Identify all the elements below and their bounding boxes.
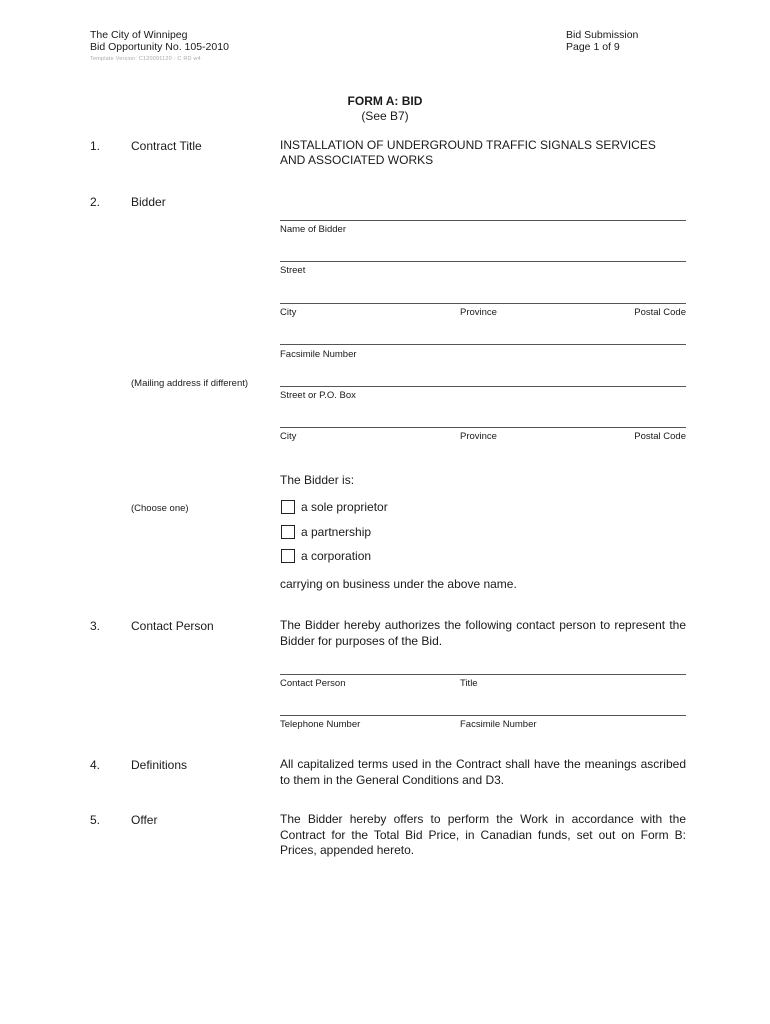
partnership-label: a partnership: [301, 525, 372, 539]
header-template-version: Template Version: C120091120 - C RD w4: [90, 56, 201, 62]
city-label: City: [280, 307, 297, 318]
carrying-on-text: carrying on business under the above name.: [280, 577, 517, 591]
section-4-number: 4.: [90, 758, 101, 772]
form-title: FORM A: BID: [347, 94, 423, 108]
sole-proprietor-checkbox[interactable]: [281, 500, 295, 514]
header-bid-opportunity: Bid Opportunity No. 105-2010: [90, 41, 229, 53]
contact-facsimile-label: Facsimile Number: [460, 719, 537, 730]
section-3-label: Contact Person: [131, 619, 214, 633]
title-label: Title: [460, 678, 478, 689]
form-subtitle: (See B7): [361, 109, 409, 123]
name-of-bidder-line[interactable]: [280, 220, 686, 221]
postal-code-label-2: Postal Code: [634, 431, 686, 442]
definitions-text: All capitalized terms used in the Contract shall have the meanings ascribed to them in the General Conditions and D3.: [280, 757, 686, 787]
section-1-number: 1.: [90, 139, 101, 153]
offer-text: The Bidder hereby offers to perform the Work in accordance with the Contract for the Total Bid Price, in Canadian funds, set out on Form B: Prices, appended hereto.: [280, 812, 686, 857]
street-po-label: Street or P.O. Box: [280, 390, 356, 401]
section-1-label: Contract Title: [131, 139, 202, 153]
contract-title-line2: AND ASSOCIATED WORKS: [280, 153, 434, 167]
postal-code-label: Postal Code: [634, 307, 686, 318]
corporation-label: a corporation: [301, 549, 372, 563]
bidder-is-text: The Bidder is:: [280, 473, 355, 487]
section-5-label: Offer: [131, 813, 158, 827]
mailing-address-label: (Mailing address if different): [131, 378, 249, 389]
telephone-label: Telephone Number: [280, 719, 361, 730]
facsimile-line[interactable]: [280, 344, 686, 345]
header-page-number: Page 1 of 9: [566, 41, 620, 53]
province-label-2: Province: [460, 431, 497, 442]
facsimile-label: Facsimile Number: [280, 349, 357, 360]
contact-person-label: Contact Person: [280, 678, 346, 689]
corporation-checkbox[interactable]: [281, 549, 295, 563]
street-po-line[interactable]: [280, 386, 686, 387]
partnership-checkbox[interactable]: [281, 525, 295, 539]
choose-one-label: (Choose one): [131, 503, 189, 514]
contract-title-line1: INSTALLATION OF UNDERGROUND TRAFFIC SIGNALS SERVICES: [280, 138, 656, 152]
name-of-bidder-label: Name of Bidder: [280, 224, 347, 235]
contact-person-text: The Bidder hereby authorizes the following contact person to represent the Bidder for purposes of the Bid.: [280, 618, 686, 648]
section-2-label: Bidder: [131, 195, 166, 209]
section-2-number: 2.: [90, 195, 101, 209]
sole-proprietor-label: a sole proprietor: [301, 500, 388, 514]
city-province-postal-line-2[interactable]: [280, 427, 686, 428]
province-label: Province: [460, 307, 497, 318]
section-5-number: 5.: [90, 813, 101, 827]
header-bid-submission: Bid Submission: [566, 29, 639, 41]
section-4-label: Definitions: [131, 758, 188, 772]
telephone-facsimile-line[interactable]: [280, 715, 686, 716]
contact-title-line[interactable]: [280, 674, 686, 675]
section-3-number: 3.: [90, 619, 101, 633]
city-label-2: City: [280, 431, 297, 442]
street-line[interactable]: [280, 261, 686, 262]
city-province-postal-line[interactable]: [280, 303, 686, 304]
street-label: Street: [280, 265, 306, 276]
header-city: The City of Winnipeg: [90, 29, 188, 41]
